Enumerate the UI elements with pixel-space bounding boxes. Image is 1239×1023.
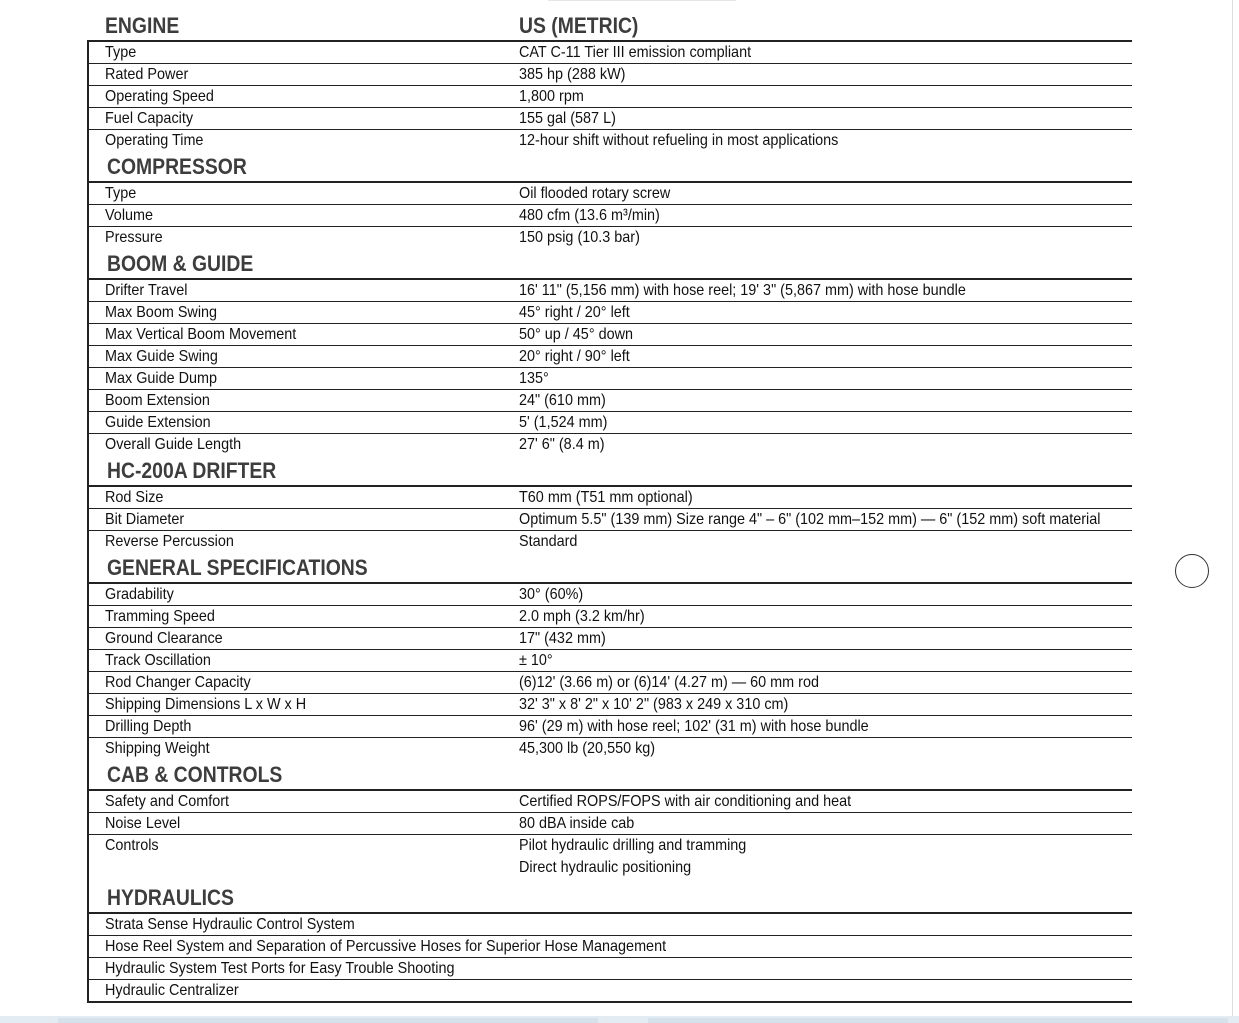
spec-label: Max Vertical Boom Movement xyxy=(105,326,297,343)
spec-label: Rod Changer Capacity xyxy=(105,674,251,691)
spec-label: Operating Time xyxy=(105,132,204,149)
spec-value: 1,800 rpm xyxy=(519,88,584,105)
spec-value: 32' 3" x 8' 2" x 10' 2" (983 x 249 x 310 cm) xyxy=(519,696,789,713)
spec-value: 50° up / 45° down xyxy=(519,326,634,343)
table-row xyxy=(87,936,1132,958)
section-hydraulics-header xyxy=(87,878,1132,914)
table-row xyxy=(87,694,1132,716)
page-thumb-strip xyxy=(648,1018,1228,1023)
spec-value: Certified ROPS/FOPS with air conditioning and heat xyxy=(519,793,852,810)
table-row xyxy=(87,606,1132,628)
table-row xyxy=(87,205,1132,227)
spec-label: Guide Extension xyxy=(105,414,211,431)
table-row xyxy=(87,183,1132,205)
spec-sheet xyxy=(87,10,1132,1003)
table-row xyxy=(87,628,1132,650)
units-column-header: US (METRIC) xyxy=(519,13,639,38)
spec-label: Safety and Comfort xyxy=(105,793,230,810)
table-row xyxy=(87,531,1132,552)
spec-value: 45° right / 20° left xyxy=(519,304,630,321)
table-row xyxy=(87,813,1132,835)
spec-value: T60 mm (T51 mm optional) xyxy=(519,489,693,506)
bottom-scroll-strip xyxy=(0,1016,1239,1023)
section-title-engine: ENGINE xyxy=(105,13,180,38)
document-page xyxy=(8,0,1233,1016)
table-row xyxy=(87,835,1132,878)
table-row xyxy=(87,86,1132,108)
spec-value: 155 gal (587 L) xyxy=(519,110,616,127)
spec-label: Max Guide Dump xyxy=(105,370,218,387)
spec-label: Reverse Percussion xyxy=(105,533,234,550)
table-row xyxy=(87,280,1132,302)
table-row xyxy=(87,716,1132,738)
table-row xyxy=(87,914,1132,936)
spec-label: Type xyxy=(105,44,137,61)
section-engine-header xyxy=(87,10,1132,42)
spec-label: Max Guide Swing xyxy=(105,348,218,365)
spec-value: 16' 11" (5,156 mm) with hose reel; 19' 3" (5,867 mm) with hose bundle xyxy=(519,282,966,299)
spec-label: Tramming Speed xyxy=(105,608,215,625)
section-title-boom-guide: BOOM & GUIDE xyxy=(107,251,254,276)
table-row xyxy=(87,64,1132,86)
section-cab-header xyxy=(87,759,1132,791)
spec-value: Optimum 5.5" (139 mm) Size range 4" – 6" (102 mm–152 mm) — 6" (152 mm) soft material xyxy=(519,511,1101,528)
spec-value: CAT C-11 Tier III emission compliant xyxy=(519,44,752,61)
table-row xyxy=(87,302,1132,324)
section-drifter-header xyxy=(87,455,1132,487)
section-boom-guide-header xyxy=(87,248,1132,280)
table-row xyxy=(87,672,1132,694)
spec-value: 30° (60%) xyxy=(519,586,584,603)
spec-label: Noise Level xyxy=(105,815,181,832)
table-row xyxy=(87,980,1132,1003)
section-title-cab: CAB & CONTROLS xyxy=(107,762,283,787)
section-title-drifter: HC-200A DRIFTER xyxy=(107,458,277,483)
table-row xyxy=(87,958,1132,980)
hydraulics-feature: Hydraulic System Test Ports for Easy Trouble Shooting xyxy=(105,960,455,977)
spec-label: Operating Speed xyxy=(105,88,214,105)
section-title-general: GENERAL SPECIFICATIONS xyxy=(107,555,368,580)
hydraulics-feature: Hydraulic Centralizer xyxy=(105,982,239,999)
table-row xyxy=(87,324,1132,346)
table-row xyxy=(87,412,1132,434)
spec-value: 17" (432 mm) xyxy=(519,630,606,647)
spec-value: 135° xyxy=(519,370,549,387)
table-row xyxy=(87,791,1132,813)
spec-value: 150 psig (10.3 bar) xyxy=(519,229,640,246)
spec-value: (6)12' (3.66 m) or (6)14' (4.27 m) — 60 mm rod xyxy=(519,674,819,691)
table-row xyxy=(87,130,1132,151)
spec-value: 27' 6" (8.4 m) xyxy=(519,436,605,453)
table-row xyxy=(87,368,1132,390)
spec-label: Max Boom Swing xyxy=(105,304,218,321)
table-row xyxy=(87,738,1132,759)
table-row xyxy=(87,584,1132,606)
spec-label: Overall Guide Length xyxy=(105,436,242,453)
table-row xyxy=(87,227,1132,248)
spec-label: Type xyxy=(105,185,137,202)
section-compressor-header xyxy=(87,151,1132,183)
section-general-header xyxy=(87,552,1132,584)
hydraulics-feature: Strata Sense Hydraulic Control System xyxy=(105,916,355,933)
table-row xyxy=(87,42,1132,64)
spec-label: Shipping Weight xyxy=(105,740,210,757)
spec-label: Track Oscillation xyxy=(105,652,211,669)
spec-label: Controls xyxy=(105,837,159,854)
spec-value: ± 10° xyxy=(519,652,553,669)
page-thumb-strip xyxy=(58,1018,598,1023)
spec-label: Drilling Depth xyxy=(105,718,192,735)
spec-value-second-line: Direct hydraulic positioning xyxy=(519,859,692,876)
spec-value: Pilot hydraulic drilling and tramming xyxy=(519,837,747,854)
spec-value: 480 cfm (13.6 m³/min) xyxy=(519,207,660,224)
spec-label: Drifter Travel xyxy=(105,282,188,299)
spec-value: Standard xyxy=(519,533,578,550)
table-row xyxy=(87,108,1132,130)
table-row xyxy=(87,487,1132,509)
spec-label: Shipping Dimensions L x W x H xyxy=(105,696,307,713)
spec-value: 385 hp (288 kW) xyxy=(519,66,626,83)
spec-value: 5' (1,524 mm) xyxy=(519,414,608,431)
table-row xyxy=(87,346,1132,368)
section-title-hydraulics: HYDRAULICS xyxy=(107,885,234,910)
spec-label: Boom Extension xyxy=(105,392,210,409)
table-row xyxy=(87,434,1132,455)
spec-label: Volume xyxy=(105,207,154,224)
circle-annotation-icon[interactable] xyxy=(1175,554,1209,588)
table-row xyxy=(87,650,1132,672)
spec-label: Rod Size xyxy=(105,489,164,506)
spec-value: 80 dBA inside cab xyxy=(519,815,635,832)
spec-label: Ground Clearance xyxy=(105,630,223,647)
spec-value: 96' (29 m) with hose reel; 102' (31 m) with hose bundle xyxy=(519,718,869,735)
spec-label: Rated Power xyxy=(105,66,189,83)
spec-label: Gradability xyxy=(105,586,174,603)
table-row xyxy=(87,390,1132,412)
spec-value: 2.0 mph (3.2 km/hr) xyxy=(519,608,645,625)
table-row xyxy=(87,509,1132,531)
spec-label: Pressure xyxy=(105,229,163,246)
spec-label: Fuel Capacity xyxy=(105,110,194,127)
spec-value: Oil flooded rotary screw xyxy=(519,185,671,202)
spec-value: 20° right / 90° left xyxy=(519,348,630,365)
hydraulics-feature: Hose Reel System and Separation of Percussive Hoses for Superior Hose Management xyxy=(105,938,667,955)
section-title-compressor: COMPRESSOR xyxy=(107,154,247,179)
top-divider xyxy=(548,0,736,1)
spec-label: Bit Diameter xyxy=(105,511,185,528)
spec-value: 12-hour shift without refueling in most applications xyxy=(519,132,839,149)
spec-value: 45,300 lb (20,550 kg) xyxy=(519,740,656,757)
spec-value: 24" (610 mm) xyxy=(519,392,606,409)
